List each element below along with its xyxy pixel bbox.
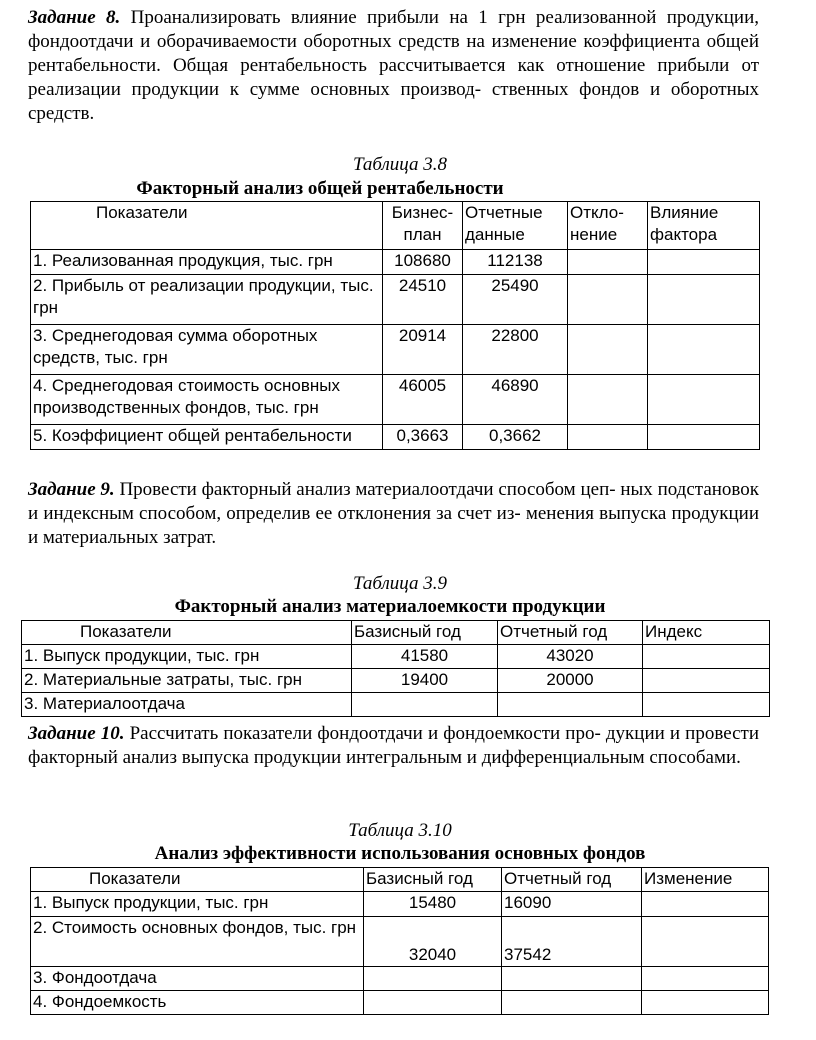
table-3-10-title: Анализ эффективности использования основных фондов [154,843,646,864]
row-index [643,693,770,717]
row-change [642,892,769,917]
table-row [31,425,760,450]
row-deviation [568,375,648,425]
table-3-8-title: Факторный анализ общей рентабельности [136,178,504,199]
row-base: 19400 [352,669,498,693]
table-row [31,325,760,375]
row-base: 15480 [364,892,502,917]
table-3-8 [30,201,760,450]
row-plan: 108680 [383,250,463,275]
table-row [31,375,760,425]
task-8-lead: Задание 8. [28,7,121,28]
header-indicators: Показатели [22,621,352,645]
header-change: Изменение [642,868,769,892]
row-actual: 46890 [463,375,568,425]
row-report: 16090 [502,892,642,917]
row-report: 43020 [498,645,643,669]
table-3-9-label: Таблица 3.9 [353,573,447,594]
task-10-text: Рассчитать показатели фондоотдачи и фондоемкости про- дукции и провести факторный анализ выпуска продукции интегральным и дифференциальным способами. [28,723,760,768]
header-index: Индекс [643,621,770,645]
row-influence [648,325,760,375]
row-name: 4. Среднегодовая стоимость основных производственных фондов, тыс. грн [31,375,383,425]
table-row [31,275,760,325]
header-indicators: Показатели [31,202,383,250]
row-name: 2. Прибыль от реализации продукции, тыс. грн [31,275,383,325]
table-3-9-title: Факторный анализ материалоемкости продукции [174,596,606,617]
table-3-10 [30,867,769,1015]
row-name: 2. Стоимость основных фондов, тыс. грн [31,917,364,967]
row-base [352,693,498,717]
table-row [31,892,769,917]
table-row [31,967,769,991]
row-name: 3. Материалоотдача [22,693,352,717]
table-row [31,991,769,1015]
row-name: 2. Материальные затраты, тыс. грн [22,669,352,693]
row-influence [648,425,760,450]
row-base: 32040 [364,917,502,967]
task-8-text: Проанализировать влияние прибыли на 1 грн реализованной продукции, фондоотдачи и оборачиваемости оборотных средств на изменение коэффициента общей рентабельности. Общая рентабельность рассчитывается как отношение прибыли от реализации продукции к сумме основных производ- ственных фондов и оборотных средств. [28,7,760,124]
row-name: 1. Выпуск продукции, тыс. грн [31,892,364,917]
row-change [642,917,769,967]
row-deviation [568,425,648,450]
row-index [643,669,770,693]
row-report [502,967,642,991]
table-3-10-label: Таблица 3.10 [348,820,452,841]
header-base-year: Базисный год [352,621,498,645]
row-name: 3. Среднегодовая сумма оборотных средств, тыс. грн [31,325,383,375]
row-report [498,693,643,717]
task-10-paragraph [28,722,759,770]
header-influence: Влияние фактора [648,202,760,250]
task-9-paragraph [28,478,759,550]
row-actual: 112138 [463,250,568,275]
row-influence [648,375,760,425]
row-plan: 46005 [383,375,463,425]
table-row [22,645,770,669]
row-change [642,967,769,991]
task-9-lead: Задание 9. [28,479,115,500]
row-actual: 0,3662 [463,425,568,450]
row-actual: 25490 [463,275,568,325]
task-9-text: Провести факторный анализ материалоотдачи способом цеп- ных подстановок и индексным способом, определив ее отклонения за счет из- менения выпуска продукции и материальных затрат. [28,479,759,548]
task-10-lead: Задание 10. [28,723,125,744]
row-report: 20000 [498,669,643,693]
header-indicators: Показатели [31,868,364,892]
table-3-9 [21,620,770,717]
table-row [22,669,770,693]
header-deviation: Откло-нение [568,202,648,250]
row-actual: 22800 [463,325,568,375]
row-deviation [568,325,648,375]
table-row [22,693,770,717]
row-base [364,991,502,1015]
row-base [364,967,502,991]
header-actual: Отчетные данные [463,202,568,250]
table-row [31,250,760,275]
task-8-paragraph [28,6,759,126]
row-change [642,991,769,1015]
table-row [31,917,769,967]
row-influence [648,275,760,325]
table-3-8-label: Таблица 3.8 [353,154,447,175]
row-name: 1. Выпуск продукции, тыс. грн [22,645,352,669]
row-name: 5. Коэффициент общей рентабельности [31,425,383,450]
row-plan: 20914 [383,325,463,375]
header-report-year: Отчетный год [502,868,642,892]
header-report-year: Отчетный год [498,621,643,645]
row-name: 3. Фондоотдача [31,967,364,991]
table-header-row [22,621,770,645]
row-deviation [568,275,648,325]
table-header-row [31,202,760,250]
table-header-row [31,868,769,892]
row-influence [648,250,760,275]
row-base: 41580 [352,645,498,669]
row-report [502,991,642,1015]
row-deviation [568,250,648,275]
row-report: 37542 [502,917,642,967]
row-index [643,645,770,669]
row-plan: 24510 [383,275,463,325]
header-base-year: Базисный год [364,868,502,892]
row-plan: 0,3663 [383,425,463,450]
row-name: 4. Фондоемкость [31,991,364,1015]
header-plan: Бизнес-план [383,202,463,250]
row-name: 1. Реализованная продукция, тыс. грн [31,250,383,275]
